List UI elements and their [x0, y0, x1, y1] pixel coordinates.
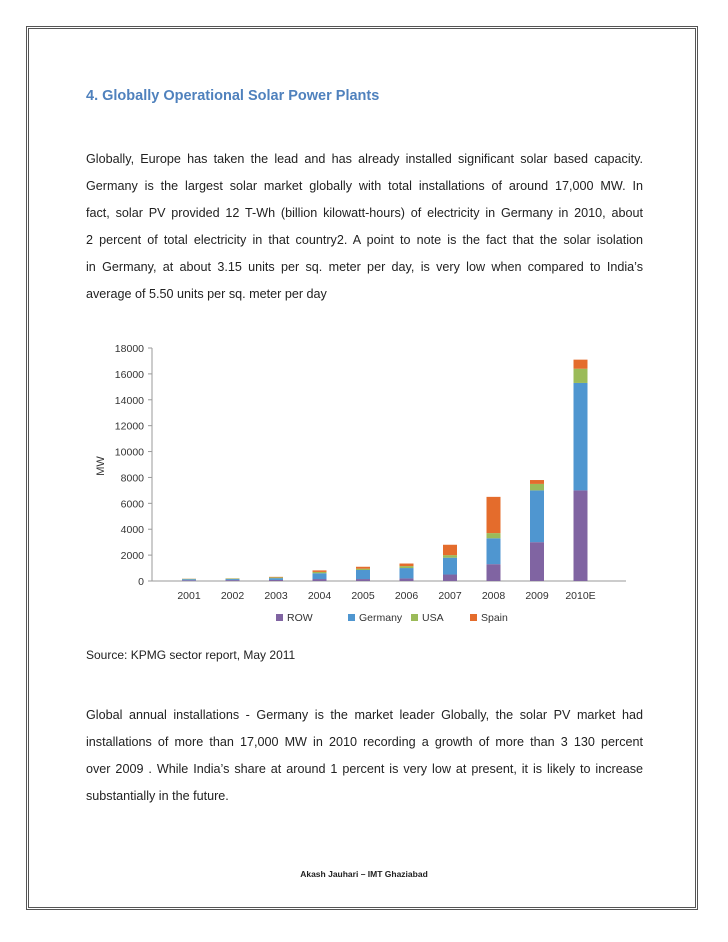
bar-segment-germany	[313, 573, 327, 579]
bar-segment-spain	[313, 570, 327, 572]
bar-segment-spain	[269, 577, 283, 578]
y-tick-label: 6000	[120, 498, 144, 511]
legend-swatch-usa	[411, 614, 418, 621]
bar-segment-row	[574, 490, 588, 581]
paragraph-line: Germany is the largest solar market globally with total installations of around 17,000 MW. In	[86, 179, 643, 193]
legend-label-row: ROW	[287, 612, 313, 624]
bar-segment-usa	[356, 569, 370, 570]
paragraph-line: over 2009 . While India’s share at around 1 percent is very low at present, it is likely to increase	[86, 762, 643, 776]
bar-segment-spain	[530, 480, 544, 484]
y-tick-label: 0	[138, 576, 144, 588]
x-tick-label: 2001	[177, 590, 201, 602]
bar-segment-spain	[356, 567, 370, 569]
y-axis-label: MW	[95, 456, 107, 476]
x-tick-label: 2007	[438, 590, 462, 602]
bar-segment-row	[400, 578, 414, 581]
bar-segment-germany	[443, 558, 457, 575]
x-tick-label: 2010E	[565, 590, 596, 602]
y-tick-label: 16000	[114, 368, 144, 381]
bar-segment-row	[356, 579, 370, 581]
y-tick-label: 2000	[120, 550, 144, 563]
intro-paragraph	[86, 146, 643, 308]
x-tick-label: 2008	[481, 590, 506, 602]
bar-segment-row	[530, 542, 544, 581]
paragraph-line: Global annual installations - Germany is the market leader Globally, the solar PV market had	[86, 708, 643, 722]
page-footer: Akash Jauhari – IMT Ghaziabad	[300, 869, 428, 879]
y-tick-label: 14000	[114, 394, 144, 407]
x-tick-label: 2005	[351, 590, 375, 602]
legend-swatch-spain	[470, 614, 477, 621]
bar-segment-germany	[400, 568, 414, 578]
bar-segment-germany	[269, 578, 283, 580]
section-heading: 4. Globally Operational Solar Power Plants	[86, 88, 380, 104]
bar-segment-usa	[226, 579, 240, 580]
paragraph-line: Globally, Europe has taken the lead and has already installed significant solar based capacity.	[86, 152, 643, 166]
bar-segment-usa	[443, 555, 457, 558]
bar-segment-row	[182, 580, 196, 581]
bar-segment-usa	[400, 566, 414, 568]
bar-segment-row	[313, 579, 327, 581]
bar-segment-row	[269, 580, 283, 581]
paragraph-line: 2 percent of total electricity in that country2. A point to note is the fact that the solar isolation	[86, 233, 643, 247]
y-tick-label: 8000	[120, 472, 144, 485]
bar-segment-spain	[443, 545, 457, 555]
paragraph-line: in Germany, at about 3.15 units per sq. meter per day, is very low when compared to India’s	[86, 260, 643, 274]
bar-segment-germany	[574, 383, 588, 490]
bar-segment-usa	[530, 484, 544, 490]
bar-segment-spain	[400, 564, 414, 567]
bar-segment-spain	[487, 497, 501, 533]
solar-installations-chart	[86, 336, 646, 636]
paragraph-line: fact, solar PV provided 12 T-Wh (billion kilowatt-hours) of electricity in Germany in 2010, about	[86, 206, 643, 220]
legend-swatch-germany	[348, 614, 355, 621]
legend-label-germany: Germany	[359, 612, 403, 624]
paragraph-line: installations of more than 17,000 MW in 2010 recording a growth of more than 3 130 percent	[86, 735, 643, 749]
legend-label-spain: Spain	[481, 612, 508, 624]
paragraph-line: substantially in the future.	[86, 789, 229, 803]
bar-segment-germany	[226, 579, 240, 580]
bar-segment-usa	[313, 572, 327, 573]
y-tick-label: 4000	[120, 524, 144, 537]
y-tick-label: 10000	[114, 446, 144, 459]
bar-segment-spain	[574, 360, 588, 369]
legend-label-usa: USA	[422, 612, 444, 624]
x-tick-label: 2006	[394, 590, 419, 602]
bar-segment-usa	[269, 577, 283, 578]
bar-segment-usa	[487, 533, 501, 538]
paragraph-line: average of 5.50 units per sq. meter per day	[86, 287, 327, 301]
y-tick-label: 12000	[114, 420, 144, 433]
y-tick-label: 18000	[114, 343, 144, 355]
bar-segment-germany	[487, 538, 501, 564]
x-tick-label: 2004	[307, 590, 332, 602]
chart-source: Source: KPMG sector report, May 2011	[86, 648, 296, 662]
x-tick-label: 2002	[220, 590, 245, 602]
x-tick-label: 2009	[525, 590, 549, 602]
installations-paragraph	[86, 702, 643, 810]
bar-segment-usa	[574, 369, 588, 383]
x-tick-label: 2003	[264, 590, 288, 602]
bar-segment-row	[226, 580, 240, 581]
legend-swatch-row	[276, 614, 283, 621]
bar-segment-germany	[530, 490, 544, 542]
bar-segment-row	[487, 564, 501, 581]
bar-segment-germany	[356, 570, 370, 579]
bar-segment-germany	[182, 579, 196, 580]
bar-segment-row	[443, 575, 457, 581]
